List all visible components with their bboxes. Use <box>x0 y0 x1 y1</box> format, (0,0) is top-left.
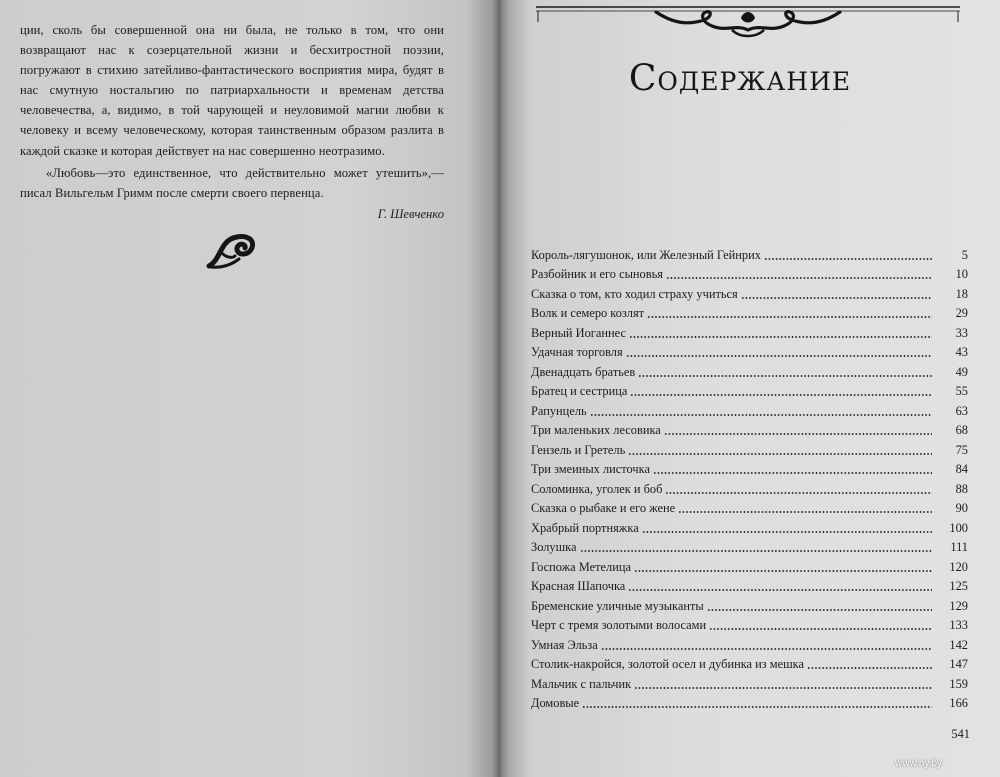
toc-dot-leader <box>764 258 932 260</box>
toc-entry[interactable] <box>531 302 968 322</box>
toc-entry-title: Бременские уличные музыканты <box>531 598 704 613</box>
toc-entry-page: 75 <box>955 442 968 457</box>
toc-entry[interactable] <box>531 321 968 341</box>
toc-entry-title: Разбойник и его сыновья <box>531 267 663 281</box>
toc-entry-page: 5 <box>961 247 968 262</box>
page-number: 541 <box>951 727 970 741</box>
toc-dot-leader <box>647 316 932 318</box>
toc-dot-leader <box>638 375 932 377</box>
toc-entry-page: 90 <box>955 501 968 515</box>
toc-entry[interactable] <box>531 477 968 497</box>
toc-entry-page: 159 <box>949 676 968 691</box>
toc-entry[interactable] <box>531 516 968 536</box>
toc-dot-leader <box>630 394 932 396</box>
swirl-ornament-icon <box>205 232 255 270</box>
toc-entry-title: Удачная торговля <box>531 345 623 359</box>
toc-entry-title: Братец и сестрица <box>531 384 628 398</box>
toc-dot-leader <box>707 609 932 611</box>
toc-entry-title: Золушка <box>531 540 577 554</box>
toc-entry-page: 43 <box>955 345 968 359</box>
afterword-quote-paragraph: «Любовь—это единственное, что действительно может утешить»,—писал Вильгельм Гримм после смерти своего первенца. <box>20 165 444 200</box>
contents-title: Содержание <box>628 58 852 99</box>
toc-entry-page: 88 <box>955 481 968 496</box>
toc-entry-page: 147 <box>949 657 968 671</box>
toc-entry-title: Сказка о рыбаке и его жене <box>531 501 676 515</box>
toc-entry-title: Госпожа Метелица <box>531 559 631 574</box>
toc-dot-leader <box>665 492 932 494</box>
toc-dot-leader <box>582 706 932 708</box>
toc-entry-page: 166 <box>949 696 968 710</box>
afterword-paragraph: ции, сколь бы совершенной она ни была, не только в том, что они возвращают нас к созерцательной жизни и бесхитростной поэзии, погружают в стихию затейливо-фантастического восприятия мира, будят в нас смутную ностальгию по патриархальности и временам детства человечества, а, видимо, в той чарующей и неуловимой магии любви к человеку и всему человеческому, которая таинственным образом разлита в каждой сказке и которая действует на нас совершенно неотразимо. <box>20 23 444 158</box>
toc-entry-title: Сказка о том, кто ходил страху учиться <box>531 286 738 301</box>
toc-entry[interactable] <box>531 360 968 380</box>
toc-entry[interactable] <box>531 497 968 517</box>
toc-entry-page: 49 <box>955 364 968 379</box>
toc-entry-page: 100 <box>949 520 968 535</box>
toc-entry-page: 120 <box>949 559 968 574</box>
toc-entry-title: Умная Эльза <box>531 637 598 652</box>
toc-entry[interactable] <box>531 282 968 302</box>
toc-entry-title: Домовые <box>531 696 580 710</box>
toc-dot-leader <box>580 550 933 552</box>
toc-entry[interactable] <box>531 555 968 575</box>
toc-entry-page: 29 <box>955 306 968 320</box>
toc-dot-leader <box>628 453 932 455</box>
toc-entry[interactable] <box>531 653 968 673</box>
toc-entry-title: Рапунцель <box>531 403 587 418</box>
toc-entry[interactable] <box>531 594 968 614</box>
toc-entry-title: Король-лягушонок, или Железный Гейнрих <box>531 247 761 262</box>
toc-entry[interactable] <box>531 458 968 478</box>
toc-dot-leader <box>629 336 932 338</box>
toc-entry[interactable] <box>531 633 968 653</box>
toc-entry[interactable] <box>531 672 968 692</box>
toc-entry-title: Храбрый портняжка <box>531 520 639 535</box>
toc-entry-page: 111 <box>950 540 968 554</box>
toc-dot-leader <box>741 297 932 299</box>
toc-entry[interactable] <box>531 614 968 634</box>
toc-entry-page: 55 <box>955 384 968 398</box>
toc-dot-leader <box>601 648 932 650</box>
toc-entry-title: Три змеиных листочка <box>531 462 650 476</box>
toc-entry[interactable] <box>531 692 968 712</box>
toc-dot-leader <box>626 355 932 357</box>
toc-entry-title: Верный Иоганнес <box>531 325 626 340</box>
toc-entry-title: Столик-накройся, золотой осел и дубинка из мешка <box>531 657 804 671</box>
toc-entry-title: Мальчик с пальчик <box>531 676 632 691</box>
toc-dot-leader <box>666 277 932 279</box>
table-of-contents <box>531 243 968 711</box>
toc-entry-title: Двенадцать братьев <box>531 364 636 379</box>
toc-entry[interactable] <box>531 341 968 361</box>
toc-dot-leader <box>634 570 932 572</box>
toc-entry[interactable] <box>531 380 968 400</box>
toc-entry-title: Три маленьких лесовика <box>531 423 661 437</box>
toc-entry-page: 63 <box>955 403 968 418</box>
toc-entry-page: 33 <box>955 325 968 340</box>
toc-dot-leader <box>590 414 932 416</box>
toc-entry-title: Соломинка, уголек и боб <box>531 481 663 496</box>
toc-entry-title: Черт с тремя золотыми волосами <box>531 618 707 632</box>
toc-entry[interactable] <box>531 438 968 458</box>
toc-dot-leader <box>642 531 932 533</box>
toc-entry[interactable] <box>531 419 968 439</box>
toc-dot-leader <box>807 667 932 669</box>
toc-dot-leader <box>628 589 932 591</box>
toc-entry[interactable] <box>531 243 968 263</box>
toc-entry-page: 133 <box>949 618 968 632</box>
toc-dot-leader <box>664 433 932 435</box>
toc-dot-leader <box>678 511 932 513</box>
toc-entry-page: 18 <box>955 286 968 301</box>
toc-entry-page: 84 <box>955 462 968 476</box>
toc-entry-page: 129 <box>949 598 968 613</box>
toc-entry-page: 68 <box>955 423 968 437</box>
toc-entry-page: 125 <box>949 579 968 593</box>
toc-dot-leader <box>634 687 932 689</box>
toc-entry[interactable] <box>531 263 968 283</box>
afterword-text <box>20 20 444 203</box>
toc-entry-title: Красная Шапочка <box>531 579 626 593</box>
watermark: www.ay.by <box>895 758 943 769</box>
toc-entry[interactable] <box>531 399 968 419</box>
author-signature: Г. Шевченко <box>377 207 444 221</box>
toc-entry[interactable] <box>531 536 968 556</box>
toc-dot-leader <box>709 628 932 630</box>
toc-entry-title: Гензель и Гретель <box>531 442 626 457</box>
toc-entry[interactable] <box>531 575 968 595</box>
decorative-border-icon <box>536 0 960 40</box>
toc-entry-page: 10 <box>955 267 968 281</box>
toc-dot-leader <box>653 472 932 474</box>
toc-entry-page: 142 <box>949 637 968 652</box>
toc-entry-title: Волк и семеро козлят <box>531 306 645 320</box>
